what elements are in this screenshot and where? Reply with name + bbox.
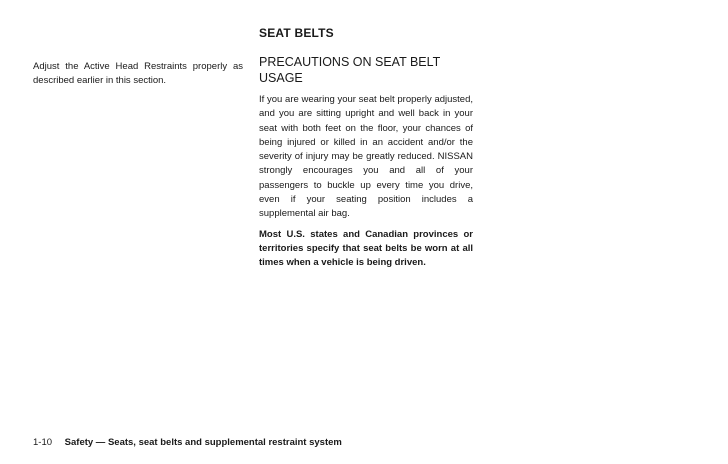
state-law-warning: Most U.S. states and Canadian provinces or territories specify that seat belts be worn at all times when a vehicle is being driven. <box>259 228 473 269</box>
left-column <box>33 60 243 88</box>
right-column <box>259 54 473 277</box>
section-title: SEAT BELTS <box>259 26 334 40</box>
chapter-title: Safety — Seats, seat belts and supplemental restraint system <box>64 437 342 448</box>
head-restraint-note: Adjust the Active Head Restraints properly as described earlier in this section. <box>33 61 243 86</box>
precautions-paragraph: If you are wearing your seat belt properly adjusted, and you are sitting upright and well back in your seat with both feet on the floor, your chances of being injured or killed in an accident and/or the severity of injury may be greatly reduced. NISSAN strongly encourages you and all of your passengers to buckle up every time you drive, even if your seating position includes a supplemental air bag. <box>259 94 473 220</box>
subheading-precautions: PRECAUTIONS ON SEAT BELT USAGE <box>259 55 441 85</box>
page-number: 1-10 <box>33 437 53 448</box>
page-footer <box>33 437 342 448</box>
